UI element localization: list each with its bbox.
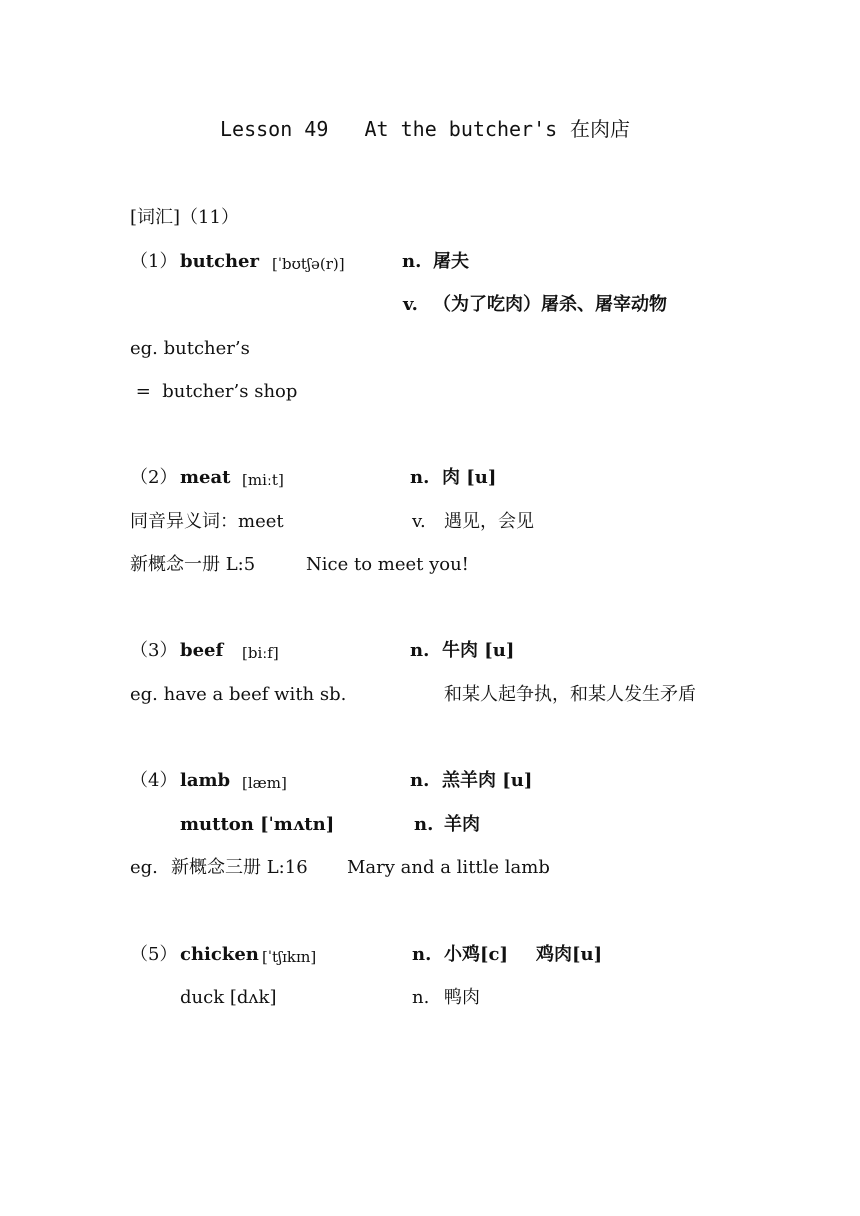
sub-entry-pos: n. <box>414 814 434 835</box>
entry-meaning: 羔羊肉 [u] <box>442 770 533 791</box>
sub-entry-meaning: 羊肉 <box>444 814 480 835</box>
reference-book: 新概念一册 L:5 <box>130 554 256 575</box>
entry-pos: n. <box>402 251 422 272</box>
entry-word: butcher <box>180 251 259 272</box>
entry-meaning: 屠夫 <box>433 251 469 272</box>
entry-phonetic: [miːt] <box>242 471 284 489</box>
lesson-title-chinese: 在肉店 <box>570 117 630 141</box>
entry-number: （2） <box>130 467 178 488</box>
entry-word: beef <box>180 640 224 661</box>
entry-word: chicken <box>180 944 259 965</box>
sub-entry-word: mutton [ˈmʌtn] <box>180 814 335 835</box>
example-prefix: eg. <box>130 857 158 878</box>
entry-pos: n. <box>410 770 430 791</box>
example-chinese: 和某人起争执，和某人发生矛盾 <box>444 684 696 705</box>
entry-number: （1） <box>130 251 178 272</box>
entry-phonetic: [læm] <box>242 774 287 792</box>
example-line: eg. butcher’s <box>130 338 250 359</box>
entry-number: （5） <box>130 944 178 965</box>
example-line: = butcher’s shop <box>130 381 298 402</box>
entry-pos: n. <box>412 944 432 965</box>
entry-phonetic: [ˈtʃɪkɪn] <box>262 948 317 966</box>
sub-entry-word: duck [dʌk] <box>180 987 277 1008</box>
entry-number: （3） <box>130 640 178 661</box>
example-text: Mary and a little lamb <box>347 857 550 878</box>
entry-meaning: 小鸡[c] <box>444 944 508 965</box>
example-book: 新概念三册 L:16 <box>171 857 308 878</box>
entry-meaning-second: 鸡肉[u] <box>536 944 603 965</box>
entry-number: （4） <box>130 770 178 791</box>
lesson-title: Lesson 49 At the butcher's <box>220 117 558 141</box>
sub-entry-pos: n. <box>412 987 430 1008</box>
entry-meaning: 肉 [u] <box>442 467 497 488</box>
reference-text: Nice to meet you! <box>306 554 469 575</box>
homophone-pos: v. <box>412 511 426 532</box>
homophone-label: 同音异义词：meet <box>130 511 284 532</box>
entry-phonetic: [biːf] <box>242 644 279 662</box>
sub-entry-meaning: 鸭肉 <box>444 987 480 1008</box>
entry-meaning-verb: （为了吃肉）屠杀、屠宰动物 <box>433 294 667 315</box>
entry-pos-verb: v. <box>403 294 418 315</box>
homophone-meaning: 遇见，会见 <box>444 511 534 532</box>
entry-word: meat <box>180 467 231 488</box>
entry-word: lamb <box>180 770 231 791</box>
example-english: eg. have a beef with sb. <box>130 684 347 705</box>
entry-meaning: 牛肉 [u] <box>442 640 515 661</box>
entry-phonetic: [ˈbʊtʃə(r)] <box>272 255 345 273</box>
vocab-header: [词汇]（11） <box>130 207 239 228</box>
entry-pos: n. <box>410 467 430 488</box>
entry-pos: n. <box>410 640 430 661</box>
